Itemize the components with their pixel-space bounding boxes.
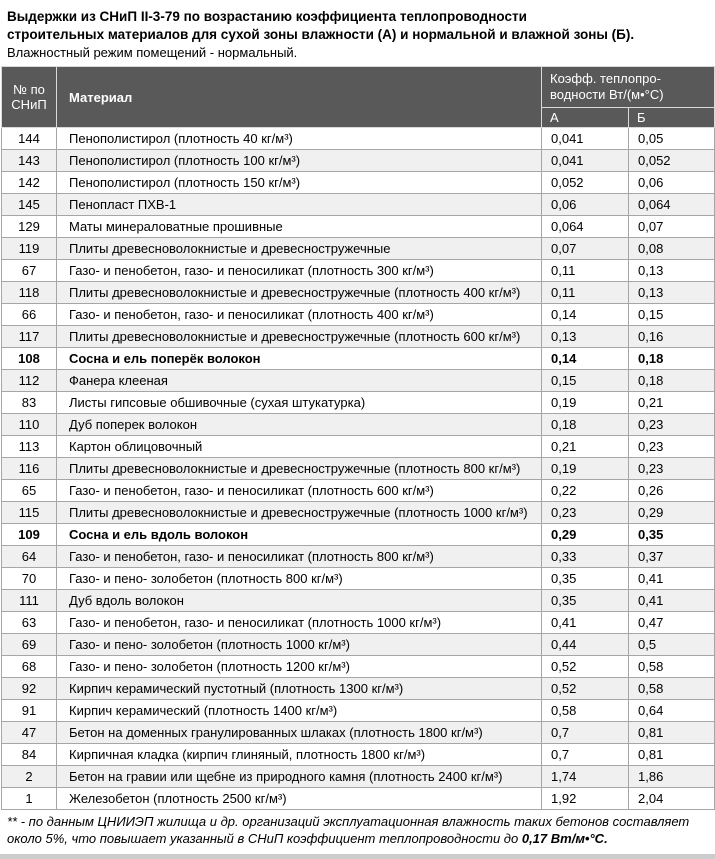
cell-snip-number: 63 <box>2 612 57 634</box>
cell-snip-number: 111 <box>2 590 57 612</box>
table-row <box>2 480 715 502</box>
cell-snip-number: 110 <box>2 414 57 436</box>
cell-coeff-a: 0,58 <box>542 700 629 722</box>
title-block <box>0 0 715 66</box>
cell-material: Сосна и ель вдоль волокон <box>57 524 542 546</box>
table-row <box>2 678 715 700</box>
table-row <box>2 260 715 282</box>
cell-material: Плиты древесноволокнистые и древесностружечные (плотность 600 кг/м³) <box>57 326 542 348</box>
table-row <box>2 128 715 150</box>
cell-coeff-a: 0,11 <box>542 282 629 304</box>
cell-material: Газо- и пенобетон, газо- и пеносиликат (плотность 400 кг/м³) <box>57 304 542 326</box>
table-row <box>2 414 715 436</box>
cell-coeff-a: 0,07 <box>542 238 629 260</box>
cell-coeff-a: 0,52 <box>542 678 629 700</box>
table-row <box>2 216 715 238</box>
cell-material: Пенополистирол (плотность 40 кг/м³) <box>57 128 542 150</box>
cell-material: Листы гипсовые обшивочные (сухая штукатурка) <box>57 392 542 414</box>
table-row <box>2 700 715 722</box>
cell-coeff-a: 0,7 <box>542 744 629 766</box>
cell-coeff-b: 0,08 <box>629 238 715 260</box>
cell-coeff-b: 0,18 <box>629 370 715 392</box>
cell-coeff-b: 0,05 <box>629 128 715 150</box>
cell-snip-number: 92 <box>2 678 57 700</box>
table-row <box>2 502 715 524</box>
column-header-snip-number: № по СНиП <box>2 67 57 128</box>
bottom-edge-strip <box>0 854 715 859</box>
cell-coeff-a: 0,19 <box>542 392 629 414</box>
cell-coeff-a: 0,14 <box>542 304 629 326</box>
page-title-line-1: Выдержки из СНиП II-3-79 по возрастанию коэффициента теплопроводности <box>7 9 527 24</box>
cell-snip-number: 64 <box>2 546 57 568</box>
cell-material: Газо- и пенобетон, газо- и пеносиликат (плотность 800 кг/м³) <box>57 546 542 568</box>
cell-coeff-a: 0,7 <box>542 722 629 744</box>
cell-coeff-a: 0,22 <box>542 480 629 502</box>
table-row <box>2 348 715 370</box>
cell-material: Газо- и пено- золобетон (плотность 1200 кг/м³) <box>57 656 542 678</box>
conductivity-table <box>1 66 715 810</box>
cell-coeff-a: 0,21 <box>542 436 629 458</box>
cell-coeff-a: 0,041 <box>542 128 629 150</box>
page-title-line-2: строительных материалов для сухой зоны влажности (А) и нормальной и влажной зоны (Б). <box>7 27 635 42</box>
cell-coeff-b: 0,81 <box>629 744 715 766</box>
cell-coeff-b: 1,86 <box>629 766 715 788</box>
cell-coeff-a: 0,13 <box>542 326 629 348</box>
footnote-bold-value: 0,17 Вт/м•°С. <box>521 830 608 846</box>
cell-material: Плиты древесноволокнистые и древесностружечные (плотность 1000 кг/м³) <box>57 502 542 524</box>
cell-coeff-a: 0,19 <box>542 458 629 480</box>
cell-material: Кирпич керамический (плотность 1400 кг/м³) <box>57 700 542 722</box>
cell-snip-number: 144 <box>2 128 57 150</box>
cell-material: Газо- и пено- золобетон (плотность 800 кг/м³) <box>57 568 542 590</box>
cell-snip-number: 68 <box>2 656 57 678</box>
footnote-text: ** - по данным ЦНИИЭП жилища и др. организаций эксплуатационная влажность таких бетонов составляет около 5%, что повышает указанный в СНиП коэффициент теплопроводности до <box>7 814 690 846</box>
cell-snip-number: 2 <box>2 766 57 788</box>
cell-coeff-a: 0,23 <box>542 502 629 524</box>
table-body <box>2 128 715 810</box>
cell-coeff-b: 0,21 <box>629 392 715 414</box>
cell-coeff-b: 0,35 <box>629 524 715 546</box>
cell-snip-number: 129 <box>2 216 57 238</box>
cell-coeff-a: 0,041 <box>542 150 629 172</box>
cell-snip-number: 115 <box>2 502 57 524</box>
column-header-coefficient-group: Коэфф. теплопро-водности Вт/(м•°С) <box>542 67 715 108</box>
cell-coeff-a: 0,52 <box>542 656 629 678</box>
cell-material: Пенопласт ПХВ-1 <box>57 194 542 216</box>
column-header-zone-a: А <box>542 108 629 128</box>
table-row <box>2 568 715 590</box>
page-subtitle: Влажностный режим помещений - нормальный. <box>7 45 298 60</box>
cell-material: Кирпичная кладка (кирпич глиняный, плотность 1800 кг/м³) <box>57 744 542 766</box>
table-row <box>2 722 715 744</box>
table-row <box>2 370 715 392</box>
cell-snip-number: 66 <box>2 304 57 326</box>
cell-snip-number: 1 <box>2 788 57 810</box>
cell-snip-number: 119 <box>2 238 57 260</box>
cell-material: Плиты древесноволокнистые и древесностружечные (плотность 400 кг/м³) <box>57 282 542 304</box>
cell-material: Бетон на гравии или щебне из природного камня (плотность 2400 кг/м³) <box>57 766 542 788</box>
cell-coeff-a: 0,33 <box>542 546 629 568</box>
column-header-material: Материал <box>57 67 542 128</box>
cell-coeff-b: 0,47 <box>629 612 715 634</box>
cell-snip-number: 84 <box>2 744 57 766</box>
cell-coeff-b: 0,06 <box>629 172 715 194</box>
cell-material: Сосна и ель поперёк волокон <box>57 348 542 370</box>
cell-coeff-b: 0,81 <box>629 722 715 744</box>
table-row <box>2 392 715 414</box>
cell-snip-number: 117 <box>2 326 57 348</box>
cell-material: Газо- и пено- золобетон (плотность 1000 кг/м³) <box>57 634 542 656</box>
cell-material: Фанера клееная <box>57 370 542 392</box>
table-row <box>2 326 715 348</box>
cell-coeff-b: 0,23 <box>629 436 715 458</box>
table-row <box>2 194 715 216</box>
cell-material: Плиты древесноволокнистые и древесностружечные (плотность 800 кг/м³) <box>57 458 542 480</box>
cell-coeff-b: 0,16 <box>629 326 715 348</box>
table-header <box>2 67 715 128</box>
cell-material: Газо- и пенобетон, газо- и пеносиликат (плотность 1000 кг/м³) <box>57 612 542 634</box>
cell-material: Пенополистирол (плотность 150 кг/м³) <box>57 172 542 194</box>
cell-coeff-a: 1,74 <box>542 766 629 788</box>
cell-coeff-a: 0,15 <box>542 370 629 392</box>
cell-material: Пенополистирол (плотность 100 кг/м³) <box>57 150 542 172</box>
cell-coeff-a: 1,92 <box>542 788 629 810</box>
cell-snip-number: 91 <box>2 700 57 722</box>
cell-snip-number: 65 <box>2 480 57 502</box>
table-row <box>2 304 715 326</box>
cell-coeff-b: 0,41 <box>629 568 715 590</box>
cell-material: Кирпич керамический пустотный (плотность 1300 кг/м³) <box>57 678 542 700</box>
cell-coeff-a: 0,06 <box>542 194 629 216</box>
cell-material: Плиты древесноволокнистые и древесностружечные <box>57 238 542 260</box>
cell-coeff-b: 0,052 <box>629 150 715 172</box>
table-row <box>2 282 715 304</box>
cell-coeff-a: 0,052 <box>542 172 629 194</box>
cell-coeff-b: 0,41 <box>629 590 715 612</box>
cell-coeff-b: 0,23 <box>629 458 715 480</box>
cell-coeff-b: 0,26 <box>629 480 715 502</box>
cell-coeff-a: 0,35 <box>542 590 629 612</box>
cell-coeff-b: 0,18 <box>629 348 715 370</box>
cell-material: Газо- и пенобетон, газо- и пеносиликат (плотность 300 кг/м³) <box>57 260 542 282</box>
cell-snip-number: 113 <box>2 436 57 458</box>
table-header-row-1 <box>2 67 715 108</box>
cell-coeff-a: 0,41 <box>542 612 629 634</box>
cell-snip-number: 83 <box>2 392 57 414</box>
table-row <box>2 744 715 766</box>
cell-material: Маты минераловатные прошивные <box>57 216 542 238</box>
cell-snip-number: 143 <box>2 150 57 172</box>
table-row <box>2 238 715 260</box>
cell-coeff-a: 0,11 <box>542 260 629 282</box>
cell-coeff-b: 0,64 <box>629 700 715 722</box>
cell-snip-number: 118 <box>2 282 57 304</box>
cell-snip-number: 142 <box>2 172 57 194</box>
table-row <box>2 546 715 568</box>
page-title <box>7 8 709 44</box>
cell-coeff-b: 0,5 <box>629 634 715 656</box>
cell-coeff-b: 0,29 <box>629 502 715 524</box>
cell-snip-number: 70 <box>2 568 57 590</box>
cell-material: Дуб вдоль волокон <box>57 590 542 612</box>
cell-coeff-b: 0,13 <box>629 282 715 304</box>
column-header-zone-b: Б <box>629 108 715 128</box>
cell-coeff-a: 0,44 <box>542 634 629 656</box>
cell-snip-number: 108 <box>2 348 57 370</box>
table-row <box>2 172 715 194</box>
cell-material: Картон облицовочный <box>57 436 542 458</box>
cell-snip-number: 69 <box>2 634 57 656</box>
cell-snip-number: 109 <box>2 524 57 546</box>
cell-coeff-a: 0,18 <box>542 414 629 436</box>
cell-snip-number: 145 <box>2 194 57 216</box>
cell-material: Газо- и пенобетон, газо- и пеносиликат (плотность 600 кг/м³) <box>57 480 542 502</box>
cell-coeff-b: 0,07 <box>629 216 715 238</box>
table-row <box>2 458 715 480</box>
cell-coeff-b: 2,04 <box>629 788 715 810</box>
table-row <box>2 612 715 634</box>
table-row <box>2 656 715 678</box>
table-row <box>2 150 715 172</box>
table-row <box>2 788 715 810</box>
cell-coeff-b: 0,58 <box>629 678 715 700</box>
cell-snip-number: 47 <box>2 722 57 744</box>
cell-coeff-b: 0,064 <box>629 194 715 216</box>
cell-coeff-a: 0,35 <box>542 568 629 590</box>
footnote <box>0 810 715 850</box>
table-row <box>2 634 715 656</box>
cell-snip-number: 112 <box>2 370 57 392</box>
cell-material: Бетон на доменных гранулированных шлаках (плотность 1800 кг/м³) <box>57 722 542 744</box>
cell-snip-number: 116 <box>2 458 57 480</box>
table-row <box>2 590 715 612</box>
cell-material: Железобетон (плотность 2500 кг/м³) <box>57 788 542 810</box>
cell-coeff-b: 0,13 <box>629 260 715 282</box>
cell-coeff-b: 0,23 <box>629 414 715 436</box>
cell-coeff-a: 0,14 <box>542 348 629 370</box>
cell-coeff-b: 0,58 <box>629 656 715 678</box>
cell-coeff-a: 0,064 <box>542 216 629 238</box>
cell-snip-number: 67 <box>2 260 57 282</box>
table-row <box>2 436 715 458</box>
cell-coeff-a: 0,29 <box>542 524 629 546</box>
cell-material: Дуб поперек волокон <box>57 414 542 436</box>
cell-coeff-b: 0,15 <box>629 304 715 326</box>
table-row <box>2 524 715 546</box>
table-row <box>2 766 715 788</box>
cell-coeff-b: 0,37 <box>629 546 715 568</box>
